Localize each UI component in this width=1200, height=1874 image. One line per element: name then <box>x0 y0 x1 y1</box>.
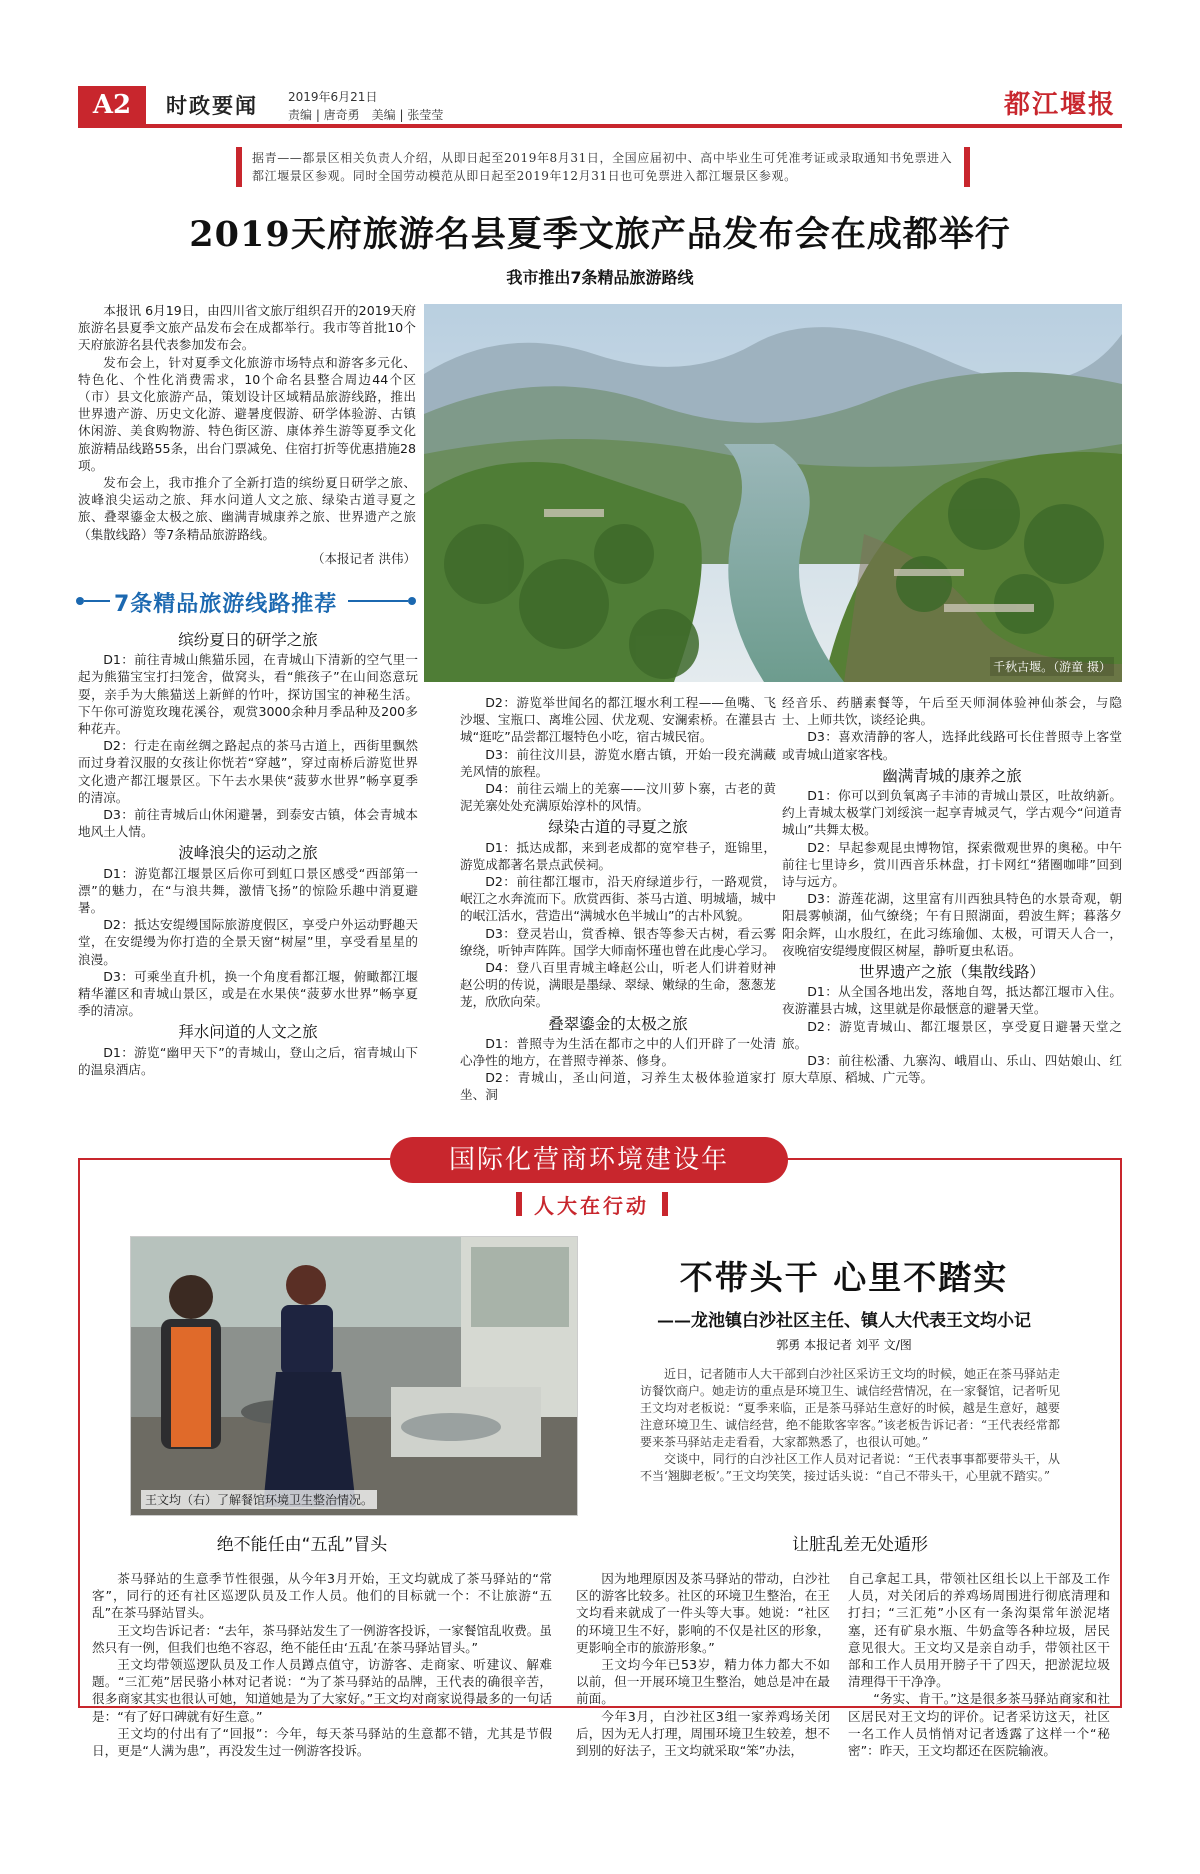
ticker-right-bar <box>964 147 970 187</box>
intro-para: 发布会上，我市推介了全新打造的缤纷夏日研学之旅、波峰浪尖运动之旅、拜水问道人文之旅、绿染古道寻夏之旅、叠翠鎏金太极之旅、幽满青城康养之旅、世界遗产之旅（集散线路）等7条精品旅游路线。 <box>78 475 416 542</box>
body-para: 今年3月，白沙社区3组一家养鸡场关闭后，因为无人打理，周围环境卫生较差，想不到别的好法子，王文均就采取“笨”办法， <box>576 1708 830 1759</box>
photo-caption: 王文均（右）了解餐馆环境卫生整治情况。 <box>141 1490 377 1509</box>
route-day: D1：游览“幽甲天下”的青城山，登山之后，宿青城山下的温泉酒店。 <box>78 1044 418 1077</box>
sub-banner-bar <box>516 1192 522 1216</box>
routes-column-1 <box>78 627 418 1078</box>
feature-byline: 郭勇 本报记者 刘平 文/图 <box>776 1338 912 1352</box>
lead-para: 近日，记者随市人大干部到白沙社区采访王文均的时候，她正在茶马驿站走访餐饮商户。她走访的重点是环境卫生、诚信经营情况，在一家餐馆，记者听见王文均对老板说：“夏季来临，正是茶马驿站生意好的时候，越是生意好，越要注意环境卫生、诚信经营，绝不能欺客宰客。”该老板告诉记者：“王代表经常都要来茶马驿站走走看看，大家都熟悉了，也很认可她。” <box>640 1367 1061 1449</box>
notice-ticker <box>236 147 970 187</box>
route-day: D1：你可以到负氧离子丰沛的青城山景区，吐故纳新。约上青城太极掌门刘绥滨一起享青城灵气，学古观今“问道青城山”共舞太极。 <box>782 788 1122 838</box>
intro-para: 本报讯 6月19日，由四川省文旅厅组织召开的2019天府旅游名县夏季文旅产品发布会在成都举行。我市等首批10个天府旅游名县代表参加发布会。 <box>78 303 416 353</box>
photo-caption: 千秋古堰。（游童 摄） <box>990 657 1114 676</box>
section-name: 时政要闻 <box>166 94 258 118</box>
body-para: 王文均带领巡逻队员及工作人员蹲点值守，访游客、走商家、听建议、解难题。“三汇苑”居民骆小林对记者说：“为了茶马驿站的品牌，王代表的确很辛苦，很多商家其实也很认可她，知道她是为了大家好。”王文均对商家说得最多的一句话是：“有了好口碑就有好生意。” <box>92 1657 552 1724</box>
lead-para: 交谈中，同行的白沙社区工作人员对记者说：“王代表事事都要带头干，从不当‘翘脚老板’。”王文均笑笑，接过话头说：“自己不带头干，心里就不踏实。” <box>640 1452 1060 1483</box>
ticker-left-bar <box>236 147 242 187</box>
heading-dot <box>408 597 416 605</box>
ticker-text: 据青——都景区相关负责人介绍，从即日起至2019年8月31日，全国应届初中、高中毕业生可凭准考证或录取通知书免票进入都江堰景区参观。同时全国劳动模范从即日起至2019年12月31日也可免票进入都江堰景区参观。 <box>252 151 953 183</box>
route-day: D1：从全国各地出发，落地自驾，抵达都江堰市入住。夜游灌县古城，这里就是你最惬意的避暑天堂。 <box>782 984 1122 1017</box>
routes-heading-text: 7条精品旅游线路推荐 <box>114 592 338 617</box>
inspection-image <box>131 1237 578 1516</box>
heading-dot <box>76 597 84 605</box>
sub-banner <box>516 1190 668 1218</box>
subheading-hygiene: 让脏乱差无处遁形 <box>792 1535 928 1555</box>
feature-subtitle: ——龙池镇白沙社区主任、镇人大代表王文均小记 <box>657 1311 1031 1331</box>
route-day: 经音乐、药膳素餐等，午后至天师洞体验神仙茶会，与隐士、上师共饮，谈经论典。 <box>782 695 1122 728</box>
route-day: D1：前往青城山熊猫乐园，在青城山下清新的空气里一起为熊猫宝宝打扫笼舍，做窝头，看“熊孩子”在山间恣意玩耍，亲手为大熊猫送上新鲜的竹叶，探访国宝的神秘生活。下午你可游览玫瑰花溪谷，观赏3000余种月季品种及200多种花卉。 <box>78 652 418 737</box>
route-title: 幽满青城的康养之旅 <box>882 766 1022 785</box>
route-day: D1：游览都江堰景区后你可到虹口景区感受“西部第一漂”的魅力，在“与浪共舞，激情飞扬”的惊险乐趣中消夏避暑。 <box>78 865 418 916</box>
main-subheadline: 我市推出7条精品旅游路线 <box>506 268 694 287</box>
route-day: D4：前往云端上的羌寨——汶川萝卜寨，古老的黄泥羌寨处处充满原始淳朴的风情。 <box>460 781 776 814</box>
route-day: D3：前往松潘、九寨沟、峨眉山、乐山、四姑娘山、红原大草原、稻城、广元等。 <box>782 1053 1122 1086</box>
route-title: 拜水问道的人文之旅 <box>178 1023 318 1042</box>
main-headline: 2019天府旅游名县夏季文旅产品发布会在成都举行 <box>189 214 1011 255</box>
landscape-image <box>424 304 1122 682</box>
route-day: D2：早起参观昆虫博物馆，探索微观世界的奥秘。中午前往七里诗乡，赏川西音乐林盘，打卡网红“猪圈咖啡”回到诗与远方。 <box>782 839 1122 890</box>
feature-lead <box>640 1366 1060 1485</box>
route-day: D3：前往汶川县，游览水磨古镇，开始一段充满藏羌风情的旅程。 <box>460 746 776 779</box>
reporter-byline: （本报记者 洪伟） <box>312 551 416 566</box>
body-para: 因为地理原因及茶马驿站的带动，白沙社区的游客比较多。社区的环境卫生整治，在王文均看来就成了一件头等大事。她说：“社区的环境卫生不好，影响的不仅是社区的形象，更影响全市的旅游形象。” <box>576 1571 830 1655</box>
route-day: D2：行走在南丝绸之路起点的茶马古道上，西街里飘然而过身着汉服的女孩让你恍若“穿越”，穿过南桥后游览世界文化遗产都江堰景区。下午去水果侠“菠萝水世界”畅享夏季的清凉。 <box>78 738 418 805</box>
feature-column-2 <box>576 1570 830 1759</box>
sub-banner-text: 人大在行动 <box>534 1194 649 1218</box>
routes-column-2 <box>460 694 776 1104</box>
intro-para: 发布会上，针对夏季文化旅游市场特点和游客多元化、特色化、个性化消费需求，10个命名县整合周边44个区（市）县文化旅游产品，策划设计区域精品旅游线路，推出世界遗产游、历史文化游、避暑度假游、研学体验游、古镇休闲游、美食购物游、特色街区游、康体养生游等夏季文化旅游精品线路55条，出台门票减免、住宿打折等优惠措施28项。 <box>78 354 416 473</box>
route-title: 波峰浪尖的运动之旅 <box>178 844 318 863</box>
issue-date: 2019年6月21日 <box>288 90 378 104</box>
editor-credits: 责编 | 唐奇勇 美编 | 张莹莹 <box>288 108 444 122</box>
dujiangyan-aerial-photo <box>424 304 1122 682</box>
route-day: D1：普照寺为生活在都市之中的人们开辟了一处清心净性的地方，在普照寺禅茶、修身。 <box>460 1035 776 1069</box>
newspaper-logo: 都江堰报 <box>1003 90 1116 120</box>
route-day: D3：可乘坐直升机，换一个角度看都江堰，俯瞰都江堰精华灌区和青城山景区，或是在水果侠“菠萝水世界”畅享夏季的清凉。 <box>78 968 418 1019</box>
subheading-wuluan: 绝不能任由“五乱”冒头 <box>216 1535 388 1555</box>
body-para: 王文均今年已53岁，精力体力都大不如以前，但一开展环境卫生整治，她总是冲在最前面。 <box>576 1657 830 1707</box>
feature-column-1 <box>92 1570 552 1759</box>
route-day: D2：前往都江堰市，沿天府绿道步行，一路观赏，岷江之水奔流而下。欣赏西街、茶马古道、明城墙，城中的岷江活水，营造出“满城水色半城山”的古朴风貌。 <box>460 874 776 924</box>
sub-banner-bar <box>662 1192 668 1216</box>
route-title: 叠翠鎏金的太极之旅 <box>548 1014 688 1033</box>
page-number: A2 <box>78 86 146 124</box>
routes-heading <box>76 583 416 619</box>
heading-line <box>84 600 110 602</box>
intro-text <box>78 302 416 543</box>
restaurant-inspection-photo <box>130 1236 578 1516</box>
route-day: D2：游览举世闻名的都江堰水利工程——鱼嘴、飞沙堰、宝瓶口、离堆公园、伏龙观、安澜索桥。在灌县古城“逛吃”品尝都江堰特色小吃，宿古城民宿。 <box>460 695 776 745</box>
route-day: D3：喜欢清静的客人，选择此线路可长住普照寺上客堂或青城山道家客栈。 <box>782 729 1122 762</box>
body-para: 自己拿起工具，带领社区组长以上干部及工作人员，对关闭后的养鸡场周围进行彻底清理和打扫；“三汇苑”小区有一条沟渠常年淤泥堵塞，还有矿泉水瓶、牛奶盒等各种垃圾，居民意见很大。王文均又是亲自动手，带领社区干部和工作人员用开膀子干了四天，把淤泥垃圾清理得干干净净。 <box>848 1571 1110 1690</box>
route-title: 世界遗产之旅（集散线路） <box>858 963 1045 982</box>
route-title: 缤纷夏日的研学之旅 <box>178 631 318 649</box>
route-day: D2：抵达安缇缦国际旅游度假区，享受户外运动野趣天堂，在安缇缦为你打造的全景天窗“树屋”里，享受看星星的浪漫。 <box>78 917 418 967</box>
route-day: D4：登八百里青城主峰赵公山，听老人们讲着财神赵公明的传说，满眼是墨绿、翠绿、嫩绿的生命，葱葱茏茏，欣欣向荣。 <box>460 960 776 1010</box>
heading-line <box>348 600 408 602</box>
route-title: 绿染古道的寻夏之旅 <box>548 818 688 837</box>
section-banner: 国际化营商环境建设年 <box>390 1137 788 1183</box>
route-day: D3：游莲花湖，这里富有川西独具特色的水景奇观，朝阳晨雾帧湖，仙气缭绕；午有日照湖面，碧波生辉；暮落夕阳余辉，山水殷红，在此习练瑜伽、太极，可谓天人合一，夜晚宿安缇缦度假区树屋，静听夏虫私语。 <box>782 891 1122 958</box>
route-day: D3：前往青城后山休闲避暑，到泰安古镇，体会青城本地风土人情。 <box>78 807 418 840</box>
route-day: D3：登灵岩山，赏香樟、银杏等参天古树，看云雾缭绕，听钟声阵阵。国学大师南怀瑾也曾在此虔心学习。 <box>460 925 776 958</box>
feature-column-3 <box>848 1570 1110 1759</box>
route-day: D1：抵达成都，来到老成都的宽窄巷子，逛锦里，游览成都著名景点武侯祠。 <box>460 839 776 872</box>
body-para: 茶马驿站的生意季节性很强，从今年3月开始，王文均就成了茶马驿站的“常客”，同行的还有社区巡逻队员及工作人员。他们的目标就一个：不让旅游“五乱”在茶马驿站冒头。 <box>92 1571 552 1621</box>
body-para: 王文均告诉记者：“去年，茶马驿站发生了一例游客投诉，一家餐馆乱收费。虽然只有一例，但我们也绝不容忍，绝不能任由‘五乱’在茶马驿站冒头。” <box>92 1622 552 1655</box>
body-para: “务实、肯干。”这是很多茶马驿站商家和社区居民对王文均的评价。记者采访这天，社区一名工作人员悄悄对记者透露了这样一个“秘密”：昨天，王文均都还在医院输液。 <box>848 1691 1110 1759</box>
page-header <box>78 84 1122 128</box>
route-day: D2：青城山，圣山问道，习养生太极体验道家打坐、洞 <box>460 1070 776 1103</box>
routes-column-3 <box>782 694 1122 1086</box>
route-day: D2：游览青城山、都江堰景区，享受夏日避暑天堂之旅。 <box>782 1018 1122 1051</box>
body-para: 王文均的付出有了“回报”：今年，每天茶马驿站的生意都不错，尤其是节假日，更是“人满为患”，再没发生过一例游客投诉。 <box>92 1725 552 1759</box>
feature-title: 不带头干 心里不踏实 <box>679 1258 1009 1297</box>
